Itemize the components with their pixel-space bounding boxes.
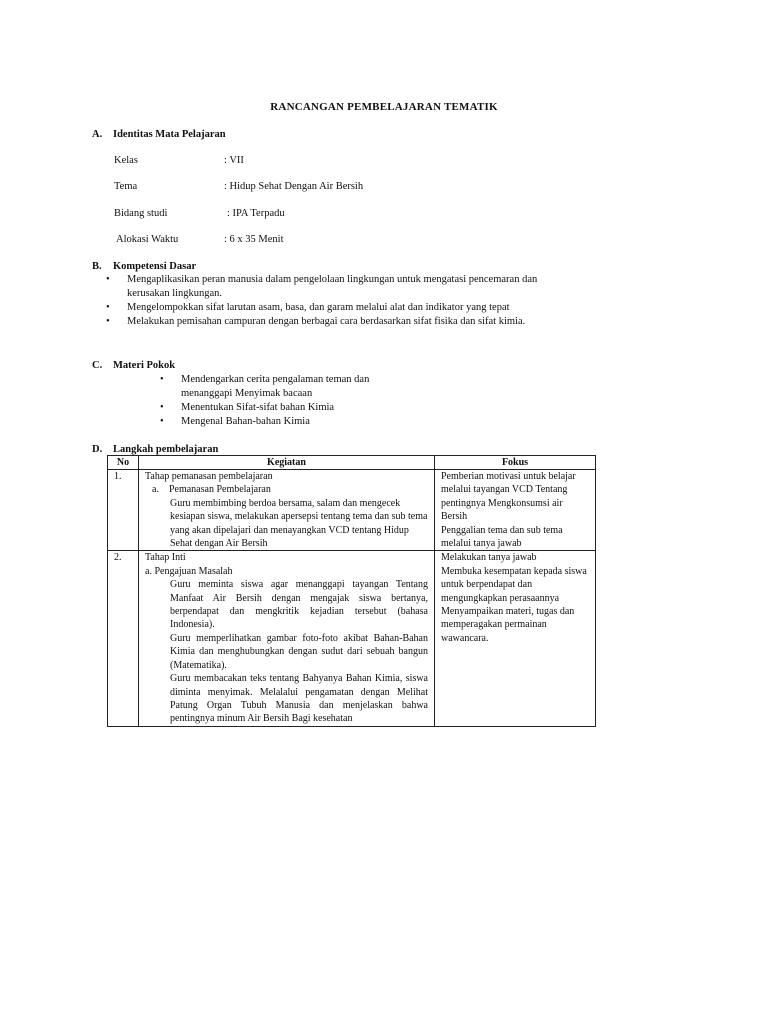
section-a-title: Identitas Mata Pelajaran xyxy=(113,129,226,140)
row-kegiatan xyxy=(139,551,435,726)
document-title: RANCANGAN PEMBELAJARAN TEMATIK xyxy=(270,101,498,113)
kompetensi-list xyxy=(106,273,576,329)
stage-title: Tahap pemanasan pembelajaran xyxy=(145,471,273,482)
section-d-letter: D. xyxy=(92,444,103,455)
identity-label: Alokasi Waktu xyxy=(114,234,179,245)
column-header-kegiatan: Kegiatan xyxy=(139,456,435,470)
section-c-letter: C. xyxy=(92,360,103,371)
learning-steps-table xyxy=(107,455,596,727)
identity-label: Bidang studi xyxy=(114,208,168,219)
section-b-letter: B. xyxy=(92,261,102,272)
identity-label: Tema xyxy=(114,181,138,192)
row-number: 2. xyxy=(108,551,139,726)
bullet-icon: • xyxy=(160,416,164,427)
bullet-icon: • xyxy=(106,302,110,313)
activity-paragraph: Guru membacakan teks tentang Bahyanya Bahan Kimia, siswa diminta menyimak. Melalalui pengamatan dengan Melihat Patung Organ Tubuh Manusia dan menjelaskan bahwa pentingnya minum Air Bersih Bagi kesehatan xyxy=(170,673,428,725)
section-a-letter: A. xyxy=(92,129,103,140)
list-item: • Mengaplikasikan peran manusia dalam pengelolaan lingkungan untuk mengatasi pencemaran dan kerusakan lingkungan. xyxy=(106,274,538,299)
row-fokus xyxy=(435,470,596,551)
fokus-item: Menyampaikan materi, tugas dan memperagakan permainan wawancara. xyxy=(441,606,575,644)
bullet-icon: • xyxy=(106,274,110,285)
fokus-item: Melakukan tanya jawab xyxy=(441,552,537,564)
table-row xyxy=(108,470,596,551)
row-number: 1. xyxy=(108,470,139,551)
materi-list xyxy=(160,373,400,429)
identity-value: : IPA Terpadu xyxy=(227,208,285,219)
activity-paragraph: Guru memperlihatkan gambar foto-foto akibat Bahan-Bahan Kimia dan menghubungkan dengan sudut dari sebuah bangun (Matematika). xyxy=(170,632,428,671)
table-row xyxy=(108,551,596,726)
identity-row-bidang-studi xyxy=(114,207,514,221)
row-kegiatan xyxy=(139,470,435,551)
bullet-icon: • xyxy=(160,374,164,385)
identity-row-tema xyxy=(114,180,514,194)
section-c-title: Materi Pokok xyxy=(113,360,176,371)
section-b-title: Kompetensi Dasar xyxy=(113,261,197,272)
row-fokus xyxy=(435,551,596,726)
bullet-icon: • xyxy=(106,316,110,327)
sub-activity-title: a. Pengajuan Masalah xyxy=(145,565,233,577)
sub-activity-title: a. Pemanasan Pembelajaran xyxy=(152,484,271,496)
identity-value: : VII xyxy=(224,155,244,166)
fokus-item: Penggalian tema dan sub tema melalui tanya jawab xyxy=(441,524,563,550)
stage-title: Tahap Inti xyxy=(145,552,186,564)
fokus-item: Membuka kesempatan kepada siswa untuk berpendapat dan mengungkapkan perasaannya xyxy=(441,565,587,604)
column-header-fokus: Fokus xyxy=(435,456,596,470)
fokus-item: Pemberian motivasi untuk belajar melalui tayangan VCD Tentang pentingnya Mengkonsumsi air Bersih xyxy=(441,471,576,523)
column-header-no: No xyxy=(108,456,139,470)
identity-value: : Hidup Sehat Dengan Air Bersih xyxy=(224,181,364,192)
list-item: • Mengenal Bahan-bahan Kimia xyxy=(160,416,310,427)
list-item: • Menentukan Sifat-sifat bahan Kimia xyxy=(160,402,335,413)
section-d-title: Langkah pembelajaran xyxy=(113,444,219,455)
activity-paragraph: Guru membimbing berdoa bersama, salam dan mengecek kesiapan siswa, melakukan apersepsi tentang tema dan sub tema yang akan dipelajari dan menayangkan VCD tentang Hidup Sehat dengan Air Bersih xyxy=(170,497,428,550)
activity-paragraph: Guru meminta siswa agar menanggapi tayangan Tentang Manfaat Air Bersih dengan mengajak siswa bertanya, berpendapat dan mengkritik kejadian tersebut (bahasa Indonesia). xyxy=(170,579,428,631)
identity-row-kelas xyxy=(114,154,514,168)
bullet-icon: • xyxy=(160,402,164,413)
list-item: • Melakukan pemisahan campuran dengan berbagai cara berdasarkan sifat fisika dan sifat kimia. xyxy=(106,316,526,327)
list-item: • Mendengarkan cerita pengalaman teman dan menanggapi Menyimak bacaan xyxy=(160,374,370,399)
table-header-row xyxy=(108,456,596,470)
identity-value: : 6 x 35 Menit xyxy=(224,234,284,245)
list-item: • Mengelompokkan sifat larutan asam, basa, dan garam melalui alat dan indikator yang tepat xyxy=(106,302,510,313)
identity-row-alokasi-waktu xyxy=(114,233,514,247)
identity-label: Kelas xyxy=(114,155,138,166)
